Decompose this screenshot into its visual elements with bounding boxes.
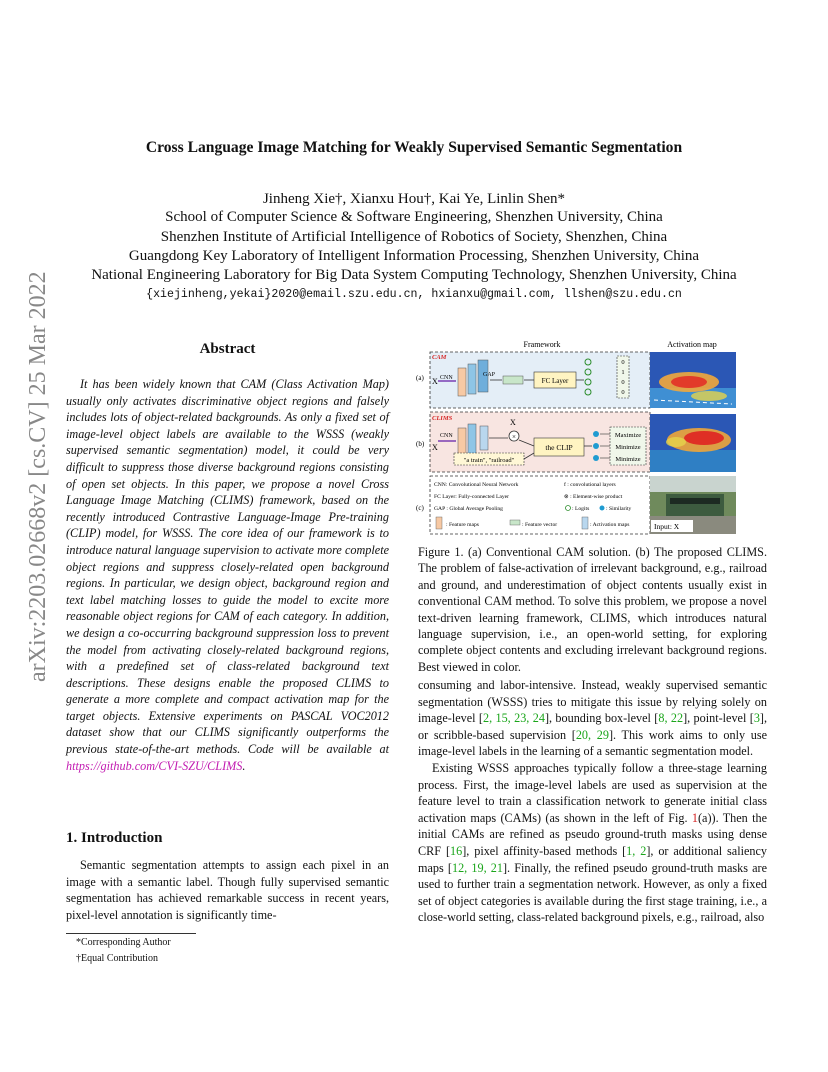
legend-feature-maps: : Feature maps [446,522,479,528]
authors: Jinheng Xie†, Xianxu Hou†, Kai Ye, Linlin Shen* [262,191,566,207]
feature-vector-a [503,376,523,384]
x-b: X [432,443,438,452]
cite-crf[interactable]: 16 [450,843,463,858]
feature-map-a2 [468,364,476,394]
cite-saliency[interactable]: 12, 19, 21 [451,860,503,875]
footnote-corresponding: *Corresponding Author [76,937,171,948]
legend-feature-maps-icon [436,517,442,529]
legend-activation-maps: : Activation maps [590,522,630,528]
abstract-end: . [242,758,246,773]
clims-tag: CLIMS [432,415,453,422]
feature-map-b2 [468,424,476,454]
affiliation-1: School of Computer Science & Software Engineering, Shenzhen University, China [165,209,663,225]
abstract-text [66,376,389,774]
feature-map-b1 [458,428,466,456]
x-b2: X [510,418,516,427]
fc-layer-label: FC Layer [541,377,569,385]
legend-logits: : Logits [572,506,590,512]
cite-image-level[interactable]: 2, 15, 23, 24 [482,711,545,726]
affiliation-4: National Engineering Laboratory for Big Data System Computing Technology, Shenzhen University, China [91,267,737,283]
legend-fc: FC Layer: Fully-connected Layer [434,494,510,500]
author-emails: {xiejinheng,yekai}2020@email.szu.edu.cn, hxianxu@gmail.com, llshen@szu.edu.cn [146,288,682,301]
clip-label: the CLIP [545,443,573,452]
objective-maximize: Maximize [614,432,642,439]
one-hot-1: 1 [621,369,625,376]
affiliation-3: Guangdong Key Laboratory of Intelligent Information Processing, Shenzhen University, China [128,248,700,264]
figure-1 [414,338,764,538]
figure-caption: Figure 1. (a) Conventional CAM solution. (b) The proposed CLIMS. The problem of false-activation of irrelevant background, e.g., railroad and ground, and underestimation of object contents usually exist in conventional CAM method. To solve this problem, we propose a novel text-driven learning framework, CLIMS, which introduces natural language supervision, i.e., an open-world setting, for exploring complete object contents and excluding irrelevant background regions. Best viewed in color. [418,545,767,674]
right-column-text [418,677,767,926]
objective-minimize-2: Minimize [615,456,641,463]
label-c: (c) [416,504,424,512]
arxiv-stamp: arXiv:2203.02668v2 [cs.CV] 25 Mar 2022 [25,271,51,682]
footnote-equal: †Equal Contribution [76,953,158,964]
one-hot-2: 0 [621,379,625,386]
cite-affinity[interactable]: 1, 2 [626,843,647,858]
gap-a: GAP [483,372,496,378]
abstract-heading: Abstract [199,341,256,357]
cite-box-level[interactable]: 8, 22 [658,711,684,726]
footnote-rule [66,933,196,934]
right-paragraph-2: Existing WSSS approaches typically follow a three-stage learning process. First, the image-level labels are used as supervision at the feature level to train a classification network to generate initial class activation maps (CAMs) (as shown in the left of Fig. 1(a)). Then the initial CAMs are refined as pseudo ground-truth masks using dense CRF [16], pixel affinity-based methods [1, 2], or additional saliency maps [12, 19, 21]. Finally, the refined pseudo ground-truth masks are used to further train a segmentation network. However, as only a fixed set of object categories is available during the first stage training, i.e., a close-world setting, class-related background pixels, e.g., railroad, also [418,760,768,925]
legend-cnn: CNN: Convolutional Neural Network [434,482,519,488]
cite-scribble[interactable]: 20, 29 [575,727,609,742]
activation-map-b-image [650,414,736,472]
right-paragraph-1: consuming and labor-intensive. Instead, weakly supervised semantic segmentation (WSSS) tries to mitigate this issue by relying solely on image-level [2, 15, 23, 24], bounding box-level [8, 22], point-level [3], or scribble-based supervision [20, 29]. This work aims to only use image-level labels in the learning of a semantic segmentation model. [418,678,768,759]
cite-point-level[interactable]: 3 [753,711,760,726]
code-link[interactable]: https://github.com/CVI-SZU/CLIMS [66,758,243,773]
legend-feature-vector: : Feature vector [522,522,558,528]
legend-feature-vector-icon [510,520,520,525]
legend-f: f : convolutional layers [564,482,616,488]
text-prompt: "a train", "railroad" [463,457,515,464]
fig-header-framework: Framework [523,340,561,349]
activation-map-a [650,352,736,408]
feature-map-a1 [458,368,466,396]
label-a: (a) [416,374,424,382]
legend-similarity-icon [600,506,605,511]
svg-text:×: × [512,433,516,441]
legend-similarity: : Similarity [606,506,632,512]
cnn-a: CNN [440,375,453,381]
cnn-b: CNN [440,433,453,439]
activation-map-b [480,426,488,450]
label-b: (b) [416,440,425,448]
intro-text: Semantic segmentation attempts to assign each pixel in an image with a semantic label. Though fully supervised semantic segmentation has achieved remarkable success in recent years, pixel-level annotation is significantly time- [66,858,389,922]
affiliation-2: Shenzhen Institute of Artificial Intelligence of Robotics of Society, Shenzhen, China [160,229,668,245]
one-hot-3: 0 [621,389,625,396]
legend-activation-maps-icon [582,517,588,529]
input-label: Input: X [654,522,680,531]
x-a: X [432,377,438,386]
fig-header-activation: Activation map [667,340,717,349]
abstract-body: It has been widely known that CAM (Class Activation Map) usually only activates discriminative object regions and falsely includes lots of object-related backgrounds. As only a fixed set of image-level object labels are available to the WSSS (weakly supervised semantic segmentation) model, it could be very difficult to suppress those diverse background regions consisting of open set objects. In this paper, we propose a novel Cross Language Image Matching (CLIMS) framework, based on the recently introduced Contrastive Language-Image Pre-training (CLIP) model, for WSSS. The core idea of our framework is to introduce natural language supervision to activate more complete object regions and suppress closely-related open background regions. In particular, we design object, background region and text label matching losses to guide the model to excite more reasonable object regions for CAM of each category. In addition, we design a co-occurring background suppression loss to prevent the model from activating closely-related background regions, with a predefined set of class-related background text descriptions. These designs enable the proposed CLIMS to generate a more complete and compact activation map for the target objects. Extensive experiments on PASCAL VOC2012 dataset show that our CLIMS significantly outperforms the previous state-of-the-art methods. Code will be available at [66,377,389,757]
one-hot-0: 0 [621,359,625,366]
intro-heading: 1. Introduction [66,830,163,846]
cam-tag: CAM [432,354,447,361]
legend-gap: GAP : Global Average Pooling [434,506,503,512]
fig-1-link[interactable]: 1 [691,810,698,825]
legend-product: ⊗ : Element-wise product [564,494,623,500]
paper-title: Cross Language Image Matching for Weakly Supervised Semantic Segmentation [145,139,683,156]
objective-minimize-1: Minimize [615,444,641,451]
